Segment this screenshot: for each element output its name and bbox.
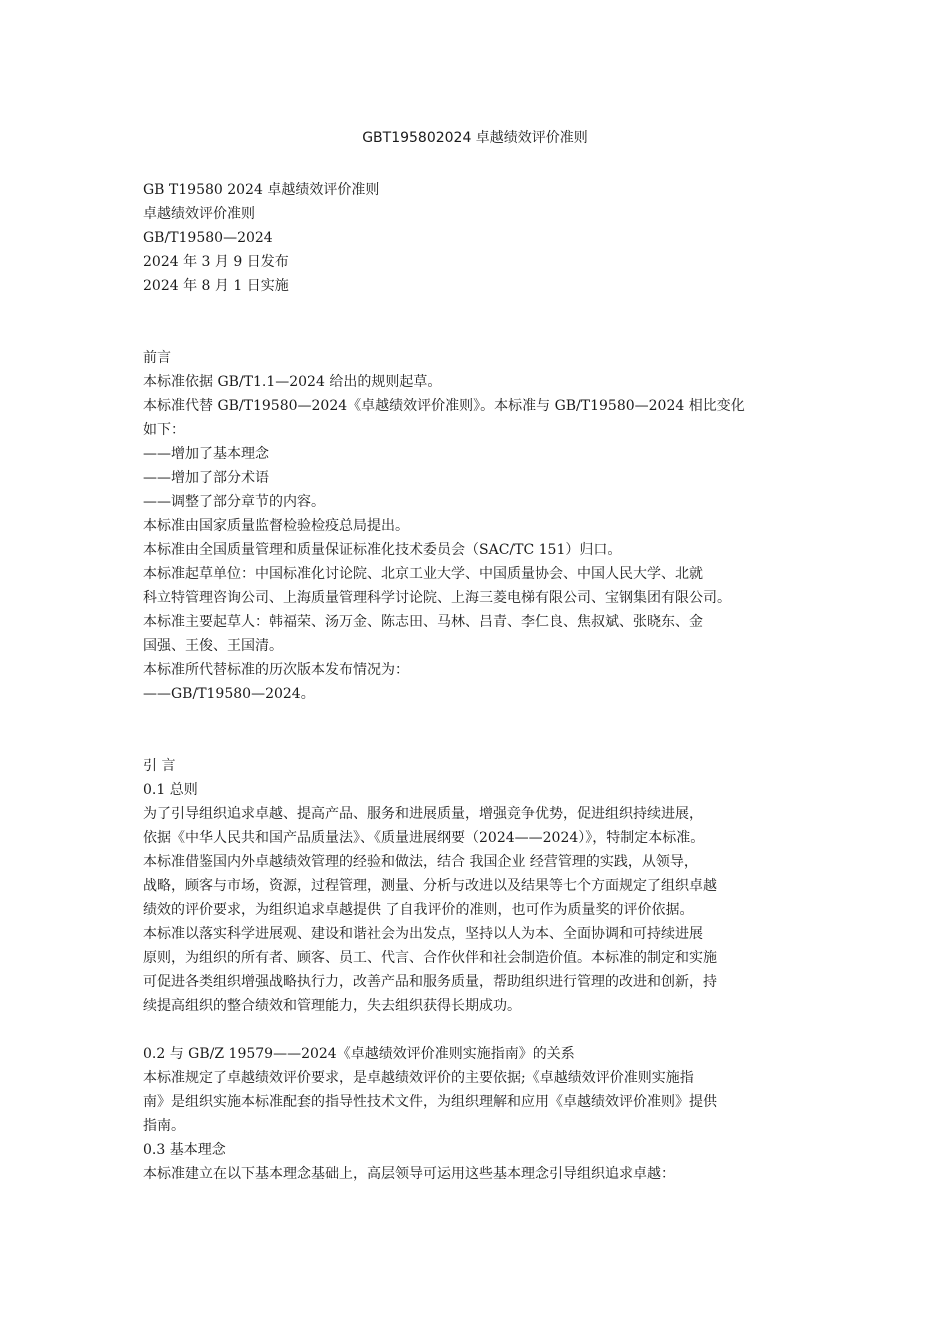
list-item: ——调整了部分章节的内容。 [143,494,325,510]
cover-heading: GB T19580 2024 卓越绩效评价准则 [143,182,380,198]
paragraph: 本标准主要起草人：韩福荣、汤万金、陈志田、马林、吕青、李仁良、焦叔斌、张晓东、金 [143,614,703,630]
paragraph: 本标准代替 GB/T19580—2024《卓越绩效评价准则》。本标准与 GB/T19580—2024 相比变化 [143,398,745,414]
section-gap [143,298,808,346]
paragraph: 本标准所代替标准的历次版本发布情况为： [143,662,409,678]
introduction-heading: 引 言 [143,758,176,774]
standard-name: 卓越绩效评价准则 [143,206,255,222]
paragraph-continuation: 可促进各类组织增强战略执行力，改善产品和服务质量，帮助组织进行管理的改进和创新，持 [143,974,717,990]
standard-code: GB/T19580—2024 [143,230,273,246]
paragraph-continuation: 南》是组织实施本标准配套的指导性技术文件，为组织理解和应用《卓越绩效评价准则》提供 [143,1094,717,1110]
list-item: ——增加了基本理念 [143,446,269,462]
paragraph-continuation: 依据《中华人民共和国产品质量法》、《质量进展纲要（2024——2024）》，特制定本标准。 [143,830,705,846]
paragraph: 本标准建立在以下基本理念基础上，高层领导可运用这些基本理念引导组织追求卓越： [143,1166,675,1182]
paragraph: 本标准以落实科学进展观、建设和谐社会为出发点，坚持以人为本、全面协调和可持续进展 [143,926,703,942]
paragraph-continuation: 战略，顾客与市场，资源，过程管理，测量、分析与改进以及结果等七个方面规定了组织卓越 [143,878,717,894]
paragraph-continuation: 原则，为组织的所有者、顾客、员工、代言、合作伙伴和社会制造价值。本标准的制定和实施 [143,950,717,966]
paragraph: 为了引导组织追求卓越、提高产品、服务和进展质量，增强竞争优势，促进组织持续进展， [143,806,703,822]
cover-block [143,178,808,298]
paragraph-continuation: 续提高组织的整合绩效和管理能力，失去组织获得长期成功。 [143,998,521,1014]
document-title: GBT195802024 卓越绩效评价准则 [362,130,588,146]
foreword-heading: 前言 [143,350,171,366]
paragraph-continuation: 国强、王俊、王国清。 [143,638,283,654]
paragraph-continuation: 绩效的评价要求，为组织追求卓越提供 了自我评价的准则，也可作为质量奖的评价依据。 [143,902,694,918]
section-gap [143,1018,808,1042]
paragraph-continuation: 指南。 [143,1118,185,1134]
paragraph-continuation: 如下： [143,422,185,438]
list-item: ——增加了部分术语 [143,470,269,486]
effective-date: 2024 年 8 月 1 日实施 [143,278,289,294]
issue-date: 2024 年 3 月 9 日发布 [143,254,289,270]
section-gap [143,706,808,754]
subsection-title: 0.1 总则 [143,782,198,798]
subsection-title: 0.3 基本理念 [143,1142,226,1158]
list-item: ——GB/T19580—2024。 [143,686,315,702]
paragraph: 本标准由国家质量监督检验检疫总局提出。 [143,518,409,534]
paragraph-continuation: 科立特管理咨询公司、上海质量管理科学讨论院、上海三菱电梯有限公司、宝钢集团有限公司。 [143,590,731,606]
foreword-section [143,346,808,706]
paragraph: 本标准借鉴国内外卓越绩效管理的经验和做法，结合 我国企业 经营管理的实践，从领导， [143,854,698,870]
paragraph: 本标准依据 GB/T1.1—2024 给出的规则起草。 [143,374,442,390]
subsection-title: 0.2 与 GB/Z 19579——2024《卓越绩效评价准则实施指南》的关系 [143,1046,575,1062]
paragraph: 本标准起草单位：中国标准化讨论院、北京工业大学、中国质量协会、中国人民大学、北就 [143,566,703,582]
paragraph: 本标准规定了卓越绩效评价要求，是卓越绩效评价的主要依据;《卓越绩效评价准则实施指 [143,1070,694,1086]
paragraph: 本标准由全国质量管理和质量保证标准化技术委员会（SAC/TC 151）归口。 [143,542,622,558]
introduction-section [143,754,808,1186]
document-body [143,178,808,1186]
